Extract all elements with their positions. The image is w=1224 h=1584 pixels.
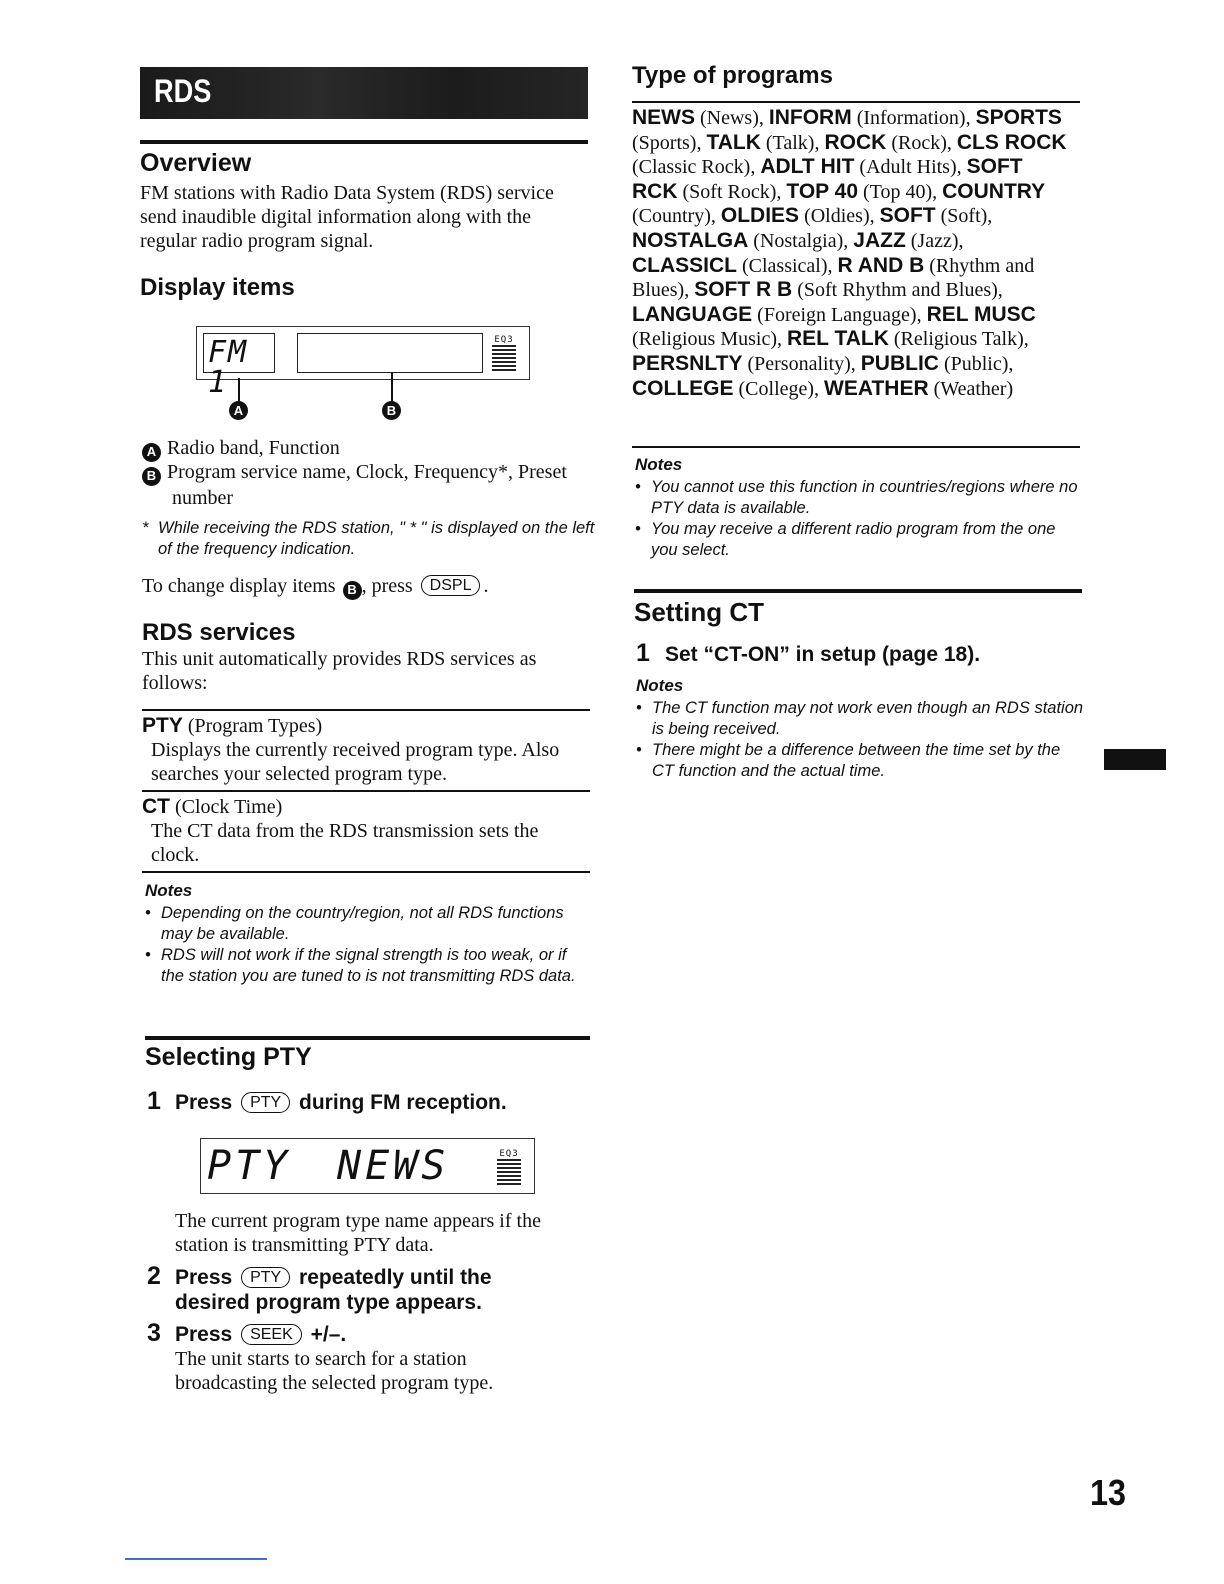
program-type-name: (Soft Rock) xyxy=(682,180,777,203)
ct-step-1 xyxy=(636,639,1081,667)
lcd-display-diagram xyxy=(196,326,530,400)
ct-step-1-text: Set “CT-ON” in setup (page 18). xyxy=(665,643,981,666)
step-3-number: 3 xyxy=(147,1319,161,1347)
ct-note-item: • There might be a difference between the time set by the CT function and the actual time. xyxy=(636,740,1084,782)
step-2-number: 2 xyxy=(147,1262,161,1290)
program-type-code: ADLT HIT xyxy=(760,155,855,179)
program-type-entry: SPORTS (Sports), xyxy=(632,106,1062,154)
program-types-list xyxy=(632,106,1072,401)
change-display-instruction: To change display items B , press DSPL . xyxy=(142,574,592,600)
display-item-b: B Program service name, Clock, Frequency*, Preset number xyxy=(142,460,602,510)
lcd-service-name-box xyxy=(297,333,483,373)
eq-indicator-icon: EQ3 xyxy=(494,1149,524,1185)
service-desc-ct: The CT data from the RDS transmission sets the clock. xyxy=(151,820,539,866)
program-type-name: (News) xyxy=(700,107,759,129)
program-type-code: TOP 40 xyxy=(786,179,858,203)
program-type-name: (Adult Hits) xyxy=(859,156,957,179)
display-items-heading: Display items xyxy=(140,274,295,301)
program-type-code: OLDIES xyxy=(720,204,800,228)
ct-notes-list xyxy=(636,698,1084,782)
program-type-code: REL MUSC xyxy=(926,302,1036,326)
program-type-code: ROCK xyxy=(824,130,887,154)
seek-button: SEEK xyxy=(241,1324,302,1345)
program-type-code: SOFT RCK xyxy=(632,155,1023,203)
program-type-code: PERSNLTY xyxy=(632,351,743,375)
program-type-entry: NOSTALGA (Nostalgia), xyxy=(632,228,854,252)
eq-indicator-icon: EQ3 xyxy=(489,335,519,371)
footnote: * While receiving the RDS station, " * " is displayed on the left of the frequency indication. xyxy=(142,519,595,558)
program-type-entry: TOP 40 (Top 40), xyxy=(786,179,943,203)
program-type-entry: R AND B (Rhythm and Blues), xyxy=(632,253,1035,302)
notes-right-title: Notes xyxy=(635,455,683,474)
program-type-entry: SOFT RCK (Soft Rock), xyxy=(632,155,1023,203)
overview-text: FM stations with Radio Data System (RDS) service send inaudible digital information along with the regular radio program signal. xyxy=(140,182,554,252)
callout-line-b xyxy=(391,372,393,402)
program-type-code: CLASSICL xyxy=(632,253,737,277)
overview-heading: Overview xyxy=(140,149,252,177)
program-type-entry: CLS ROCK (Classic Rock), xyxy=(632,130,1067,179)
program-type-entry: PUBLIC (Public), xyxy=(860,351,1014,375)
program-type-name: (Religious Music) xyxy=(632,328,777,351)
program-type-code: TALK xyxy=(706,130,761,154)
program-type-code: PUBLIC xyxy=(860,351,939,375)
service-term-ct: CT xyxy=(142,795,170,818)
notes-right-list xyxy=(635,477,1080,561)
program-type-entry: JAZZ (Jazz), xyxy=(853,228,964,252)
notes-left-item: • RDS will not work if the signal strength is too weak, or if the station you are tuned to is not transmitting RDS data. xyxy=(145,945,590,987)
program-type-entry: CLASSICL (Classical), xyxy=(632,253,838,277)
service-row-ct: CT (Clock Time) The CT data from the RDS transmission sets the clock. xyxy=(142,795,590,867)
program-type-code: LANGUAGE xyxy=(632,302,753,326)
program-type-name: (Information) xyxy=(856,107,966,129)
program-type-name: (Classical) xyxy=(742,254,828,277)
lcd-pty-news-diagram xyxy=(200,1138,535,1194)
program-type-code: JAZZ xyxy=(853,228,906,252)
ct-step-1-number: 1 xyxy=(636,639,650,667)
services-table-bottom-rule xyxy=(142,871,590,873)
program-type-code: COLLEGE xyxy=(632,376,734,400)
program-type-entry: OLDIES (Oldies), xyxy=(720,204,880,228)
program-type-name: (Rock) xyxy=(891,131,947,154)
pty-button: PTY xyxy=(241,1092,290,1113)
rds-services-heading: RDS services xyxy=(142,619,296,646)
program-type-entry: SOFT (Soft), xyxy=(879,204,993,228)
lcd-pty-text: PTY xyxy=(207,1143,292,1189)
notes-right-item: • You cannot use this function in countries/regions where no PTY data is available. xyxy=(635,477,1080,519)
program-type-code: R AND B xyxy=(837,253,925,277)
service-term-pty: PTY xyxy=(142,714,183,737)
program-type-code: REL TALK xyxy=(787,327,889,351)
program-type-entry xyxy=(824,378,1013,400)
setting-ct-rule xyxy=(634,589,1082,593)
program-type-name: (Soft) xyxy=(940,205,988,228)
rds-services-intro: This unit automatically provides RDS services as follows: xyxy=(142,648,537,694)
services-table-mid-rule xyxy=(142,790,590,792)
program-type-code: NOSTALGA xyxy=(632,228,749,252)
footer-rule xyxy=(125,1558,267,1560)
notes-left-item: • Depending on the country/region, not all RDS functions may be available. xyxy=(145,903,590,945)
footnote-mark: * xyxy=(142,519,149,537)
program-type-name: (Country) xyxy=(632,205,711,228)
program-type-name: (Soft Rhythm and Blues) xyxy=(797,279,998,302)
program-type-code: NEWS xyxy=(632,106,695,129)
program-type-name: (Nostalgia) xyxy=(753,229,844,252)
program-type-code: SPORTS xyxy=(975,106,1062,129)
service-desc-pty: Displays the currently received program type. Also searches your selected program type. xyxy=(151,739,560,785)
chapter-thumb-tab xyxy=(1104,749,1166,770)
pty-step-3: 3 Press SEEK +/–. The unit starts to search for a station broadcasting the selected program type. xyxy=(147,1319,592,1395)
program-type-entry: PERSNLTY (Personality), xyxy=(632,351,861,375)
step-3-note: The unit starts to search for a station broadcasting the selected program type. xyxy=(175,1348,494,1394)
lcd-band-text: FM 1 xyxy=(203,333,275,373)
program-type-name: (Classic Rock) xyxy=(632,156,751,179)
selecting-pty-rule xyxy=(145,1036,590,1040)
program-type-name: (Talk) xyxy=(765,131,815,154)
section-banner xyxy=(140,67,588,119)
program-type-name: (College) xyxy=(738,377,815,400)
item-b-badge: B xyxy=(142,467,161,486)
program-type-entry: ROCK (Rock), xyxy=(824,130,957,154)
type-of-programs-heading: Type of programs xyxy=(632,62,833,89)
program-type-name: (Top 40) xyxy=(863,180,933,203)
section-banner-title: RDS xyxy=(154,73,212,109)
program-type-entry: REL MUSC (Religious Music), xyxy=(632,302,1036,351)
pty-button: PTY xyxy=(241,1267,290,1288)
change-badge-b: B xyxy=(343,581,362,600)
selecting-pty-heading: Selecting PTY xyxy=(145,1043,312,1071)
program-type-entry: REL TALK (Religious Talk), xyxy=(787,327,1029,351)
program-type-code: COUNTRY xyxy=(942,179,1046,203)
program-type-name: (Oldies) xyxy=(804,205,870,228)
services-table-top-rule xyxy=(142,709,590,711)
pty-step-1: 1 Press PTY during FM reception. xyxy=(147,1087,507,1115)
step-1-note: The current program type name appears if the station is transmitting PTY data. xyxy=(175,1210,541,1256)
notes-right-item: • You may receive a different radio program from the one you select. xyxy=(635,519,1080,561)
setting-ct-heading: Setting CT xyxy=(634,597,764,627)
program-type-name: (Jazz) xyxy=(910,229,959,252)
service-row-pty: PTY (Program Types) Displays the currently received program type. Also searches your selected program type. xyxy=(142,714,590,786)
notes-left-list xyxy=(145,903,590,987)
program-type-code: WEATHER xyxy=(824,376,929,400)
dspl-button: DSPL xyxy=(421,575,481,596)
program-type-name: (Personality) xyxy=(747,352,851,375)
program-type-entry: NEWS (News), xyxy=(632,106,769,129)
ct-notes-title: Notes xyxy=(636,676,684,695)
notes-left-title: Notes xyxy=(145,881,193,900)
program-type-code: INFORM xyxy=(768,106,852,129)
callout-badge-a: A xyxy=(229,401,248,420)
ct-note-item: • The CT function may not work even though an RDS station is being received. xyxy=(636,698,1084,740)
callout-badge-b: B xyxy=(382,401,401,420)
pty-step-2: 2 Press PTY repeatedly until the desired program type appears. xyxy=(147,1262,492,1314)
program-type-entry: SOFT R B (Soft Rhythm and Blues), xyxy=(694,278,1003,302)
program-type-name: (Weather) xyxy=(933,377,1014,400)
callout-line-a xyxy=(238,378,240,402)
program-type-entry: LANGUAGE (Foreign Language), xyxy=(632,302,927,326)
program-type-name: (Foreign Language) xyxy=(757,303,917,326)
overview-rule xyxy=(140,140,588,144)
program-type-entry: COUNTRY (Country), xyxy=(632,179,1046,228)
program-type-name: (Rhythm and Blues) xyxy=(632,254,1035,302)
program-type-entry: INFORM (Information), xyxy=(768,106,976,129)
program-type-entry: ADLT HIT (Adult Hits), xyxy=(760,155,967,179)
program-type-name: (Religious Talk) xyxy=(893,328,1024,351)
program-type-name: (Sports) xyxy=(632,131,697,154)
program-type-name: (Public) xyxy=(943,352,1009,375)
program-type-code: SOFT xyxy=(879,204,936,228)
program-type-code: SOFT R B xyxy=(694,278,793,302)
program-type-entry: TALK (Talk), xyxy=(706,130,825,154)
item-a-badge: A xyxy=(142,443,161,462)
display-item-a: A Radio band, Function xyxy=(142,436,582,462)
page-number: 13 xyxy=(1090,1472,1127,1513)
programs-bottom-rule xyxy=(632,446,1080,448)
lcd-news-text: NEWS xyxy=(337,1143,450,1189)
program-type-code: CLS ROCK xyxy=(956,130,1067,154)
step-1-number: 1 xyxy=(147,1087,161,1115)
programs-top-rule xyxy=(632,101,1080,103)
program-type-entry: COLLEGE (College), xyxy=(632,376,825,400)
